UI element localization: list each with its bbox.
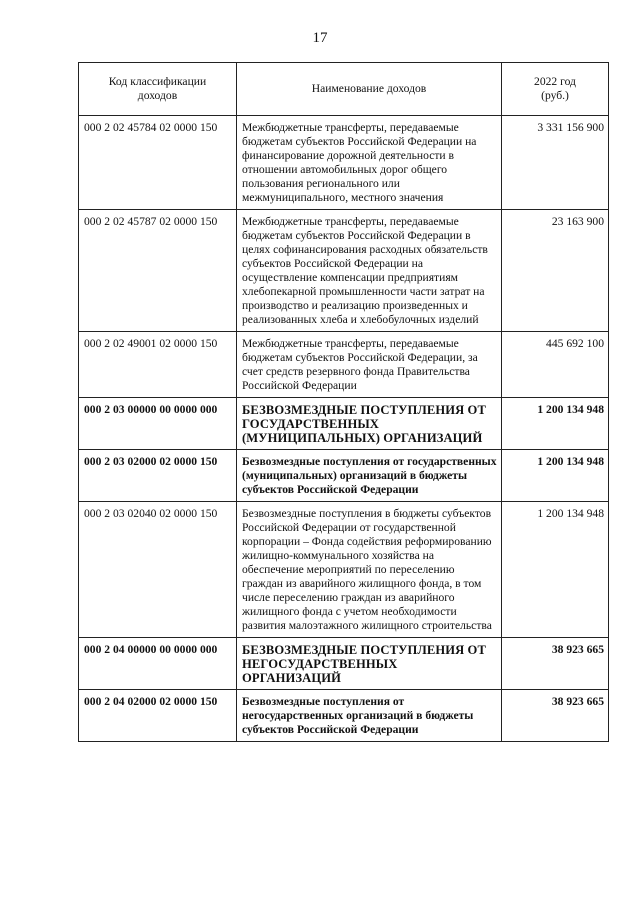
row-name: Межбюджетные трансферты, передаваемые бюджетам субъектов Российской Федерации на финансирование дорожной деятельности в отношении автомобильных дорог общего пользования регионального или межмуниципального, местного значения: [237, 116, 502, 210]
row-amount: 38 923 665: [502, 638, 609, 690]
row-code: 000 2 04 02000 02 0000 150: [79, 690, 237, 742]
row-code: 000 2 03 02040 02 0000 150: [79, 502, 237, 638]
table-row: [79, 690, 609, 742]
table-row: [79, 398, 609, 450]
row-code: 000 2 03 02000 02 0000 150: [79, 450, 237, 502]
row-amount: 1 200 134 948: [502, 450, 609, 502]
row-name: БЕЗВОЗМЕЗДНЫЕ ПОСТУПЛЕНИЯ ОТ ГОСУДАРСТВЕННЫХ (МУНИЦИПАЛЬНЫХ) ОРГАНИЗАЦИЙ: [237, 398, 502, 450]
row-amount: 1 200 134 948: [502, 398, 609, 450]
row-code: 000 2 02 49001 02 0000 150: [79, 332, 237, 398]
row-name: БЕЗВОЗМЕЗДНЫЕ ПОСТУПЛЕНИЯ ОТ НЕГОСУДАРСТВЕННЫХ ОРГАНИЗАЦИЙ: [237, 638, 502, 690]
row-code: 000 2 02 45787 02 0000 150: [79, 210, 237, 332]
row-name: Безвозмездные поступления в бюджеты субъектов Российской Федерации от государственной корпорации – Фонда содействия реформированию жилищно-коммунального хозяйства на обеспечение мероприятий по переселению граждан из аварийного жилищного фонда, в том числе переселению граждан из аварийного жилищного фонда с учетом необходимости развития малоэтажного жилищного строительства: [237, 502, 502, 638]
row-name: Безвозмездные поступления от негосударственных организаций в бюджеты субъектов Российской Федерации: [237, 690, 502, 742]
table-header-row: [79, 63, 609, 116]
table-row: [79, 332, 609, 398]
header-amount-line-1: 2022 год: [534, 75, 576, 88]
row-name: Межбюджетные трансферты, передаваемые бюджетам субъектов Российской Федерации, за счет средств резервного фонда Правительства Российской Федерации: [237, 332, 502, 398]
page-number: 17: [312, 30, 328, 46]
header-amount: [502, 63, 609, 116]
header-name: Наименование доходов: [237, 63, 502, 116]
row-code: 000 2 02 45784 02 0000 150: [79, 116, 237, 210]
table-row: [79, 210, 609, 332]
table-row: [79, 116, 609, 210]
row-code: 000 2 04 00000 00 0000 000: [79, 638, 237, 690]
table-row: [79, 450, 609, 502]
row-name: Безвозмездные поступления от государственных (муниципальных) организаций в бюджеты субъектов Российской Федерации: [237, 450, 502, 502]
row-amount: 3 331 156 900: [502, 116, 609, 210]
row-amount: 445 692 100: [502, 332, 609, 398]
row-amount: 1 200 134 948: [502, 502, 609, 638]
row-amount: 38 923 665: [502, 690, 609, 742]
header-code-line-2: доходов: [137, 89, 178, 102]
table-row: [79, 638, 609, 690]
row-amount: 23 163 900: [502, 210, 609, 332]
row-code: 000 2 03 00000 00 0000 000: [79, 398, 237, 450]
header-amount-line-2: (руб.): [541, 89, 569, 102]
table-row: [79, 502, 609, 638]
header-code: [79, 63, 237, 116]
income-table: [78, 62, 609, 742]
row-name: Межбюджетные трансферты, передаваемые бюджетам субъектов Российской Федерации в целях софинансирования расходных обязательств субъектов Российской Федерации на осуществление компенсации предприятиям хлебопекарной промышленности части затрат на производство и реализацию произведенных и реализованных хлеба и хлебобулочных изделий: [237, 210, 502, 332]
header-code-line-1: Код классификации: [108, 75, 207, 88]
